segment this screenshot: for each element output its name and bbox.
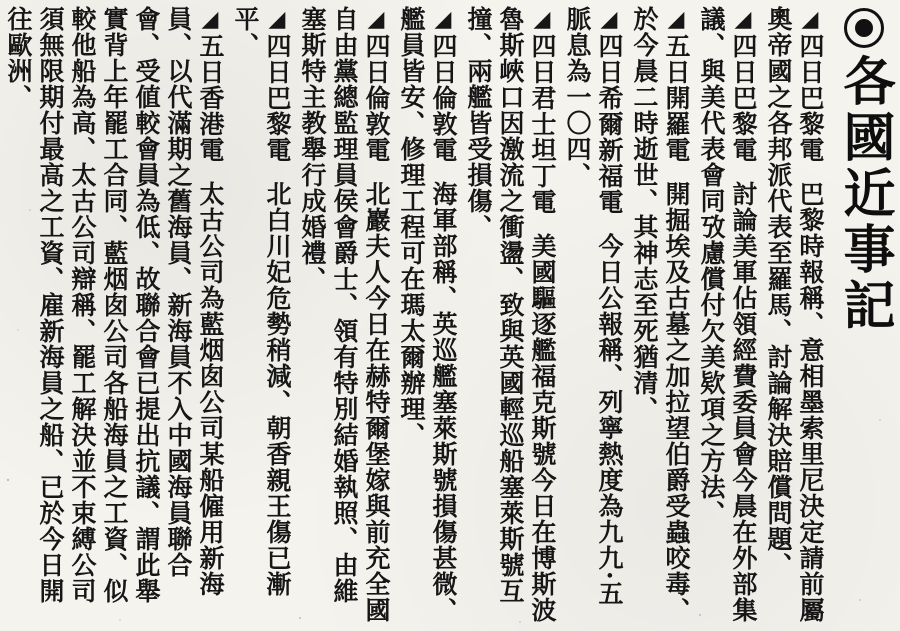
triangle-marker-icon: ◢: [197, 6, 223, 33]
news-item-6: [395, 6, 459, 624]
news-item-5: [462, 6, 558, 624]
triangle-marker-icon: ◢: [363, 6, 389, 33]
triangle-marker-icon: ◢: [663, 6, 689, 33]
news-item-9: [2, 6, 226, 624]
news-item-1: [762, 6, 826, 624]
triangle-marker-icon: ◢: [730, 6, 756, 33]
news-body: 北巖夫人今日在赫特爾堡嫁與前充全國自由黨總監理員侯會爵士、領有特別結婚執照、由維塞斯特主教舉行成婚禮、: [298, 6, 391, 623]
news-column-block: [0, 6, 826, 624]
bullseye-icon: [844, 8, 884, 48]
news-dateline: 五日開羅電: [662, 33, 691, 163]
news-item-7: [296, 6, 392, 624]
news-dateline: 四日巴黎電: [796, 33, 825, 163]
news-item-8: [229, 6, 293, 624]
news-dateline: 五日香港電: [196, 33, 225, 163]
news-dateline: 四日君士坦丁電: [528, 33, 557, 215]
section-title: 各國近事記: [834, 54, 895, 334]
news-dateline: 四日希爾新福電: [595, 33, 624, 215]
news-body: 海軍部稱、英巡艦塞萊斯號損傷甚微、艦員皆安、修理工程可在瑪太爾辦理、: [397, 6, 458, 623]
news-body: 今日公報稱、列寧熱度為九九·五脈息為一〇四、: [563, 6, 624, 607]
news-body: 美國驅逐艦福克斯號今日在博斯波魯斯峽口因激流之衝盪、致與英國輕巡船塞萊斯號互撞、兩艦皆受損傷、: [464, 6, 557, 623]
news-item-3: [628, 6, 692, 624]
news-item-4: [561, 6, 625, 624]
section-header: [834, 4, 894, 334]
news-dateline: 四日巴黎電: [263, 33, 292, 163]
news-body: 討論美軍佔領經費委員會今晨在外部集議、與美代表會同攷慮償付欠美欵項之方法、: [697, 6, 758, 623]
news-body: 北白川妃危勢稍減、朝香親王傷已漸平、: [231, 6, 292, 597]
news-body: 巴黎時報稱、意相墨索里尼決定請前屬奧帝國之各邦派代表至羅馬、討論解決賠償問題、: [764, 6, 825, 623]
news-dateline: 四日倫敦電: [362, 33, 391, 163]
triangle-marker-icon: ◢: [797, 6, 823, 33]
triangle-marker-icon: ◢: [264, 6, 290, 33]
news-item-2: [695, 6, 759, 624]
triangle-marker-icon: ◢: [430, 6, 456, 33]
news-dateline: 四日倫敦電: [429, 33, 458, 163]
news-body: 太古公司為藍烟囱公司某船僱用新海員、以代滿期之舊海員、新海員不入中國海員聯合會、受値較會員為低、故聯合會已提出抗議、謂此舉實背上年罷工合同、藍烟囱公司各船海員之工資、似較他船為高、太古公司辯稱、罷工解決並不束縛公司須無限期付最高之工資、雇新海員之船、已於今日開往歐洲、: [4, 6, 225, 604]
news-dateline: 四日巴黎電: [729, 33, 758, 163]
news-body: 開掘埃及古墓之加拉望伯爵受蟲咬毒、於今晨二時逝世、其神志至死猶清、: [630, 6, 691, 623]
triangle-marker-icon: ◢: [529, 6, 555, 33]
triangle-marker-icon: ◢: [596, 6, 622, 33]
